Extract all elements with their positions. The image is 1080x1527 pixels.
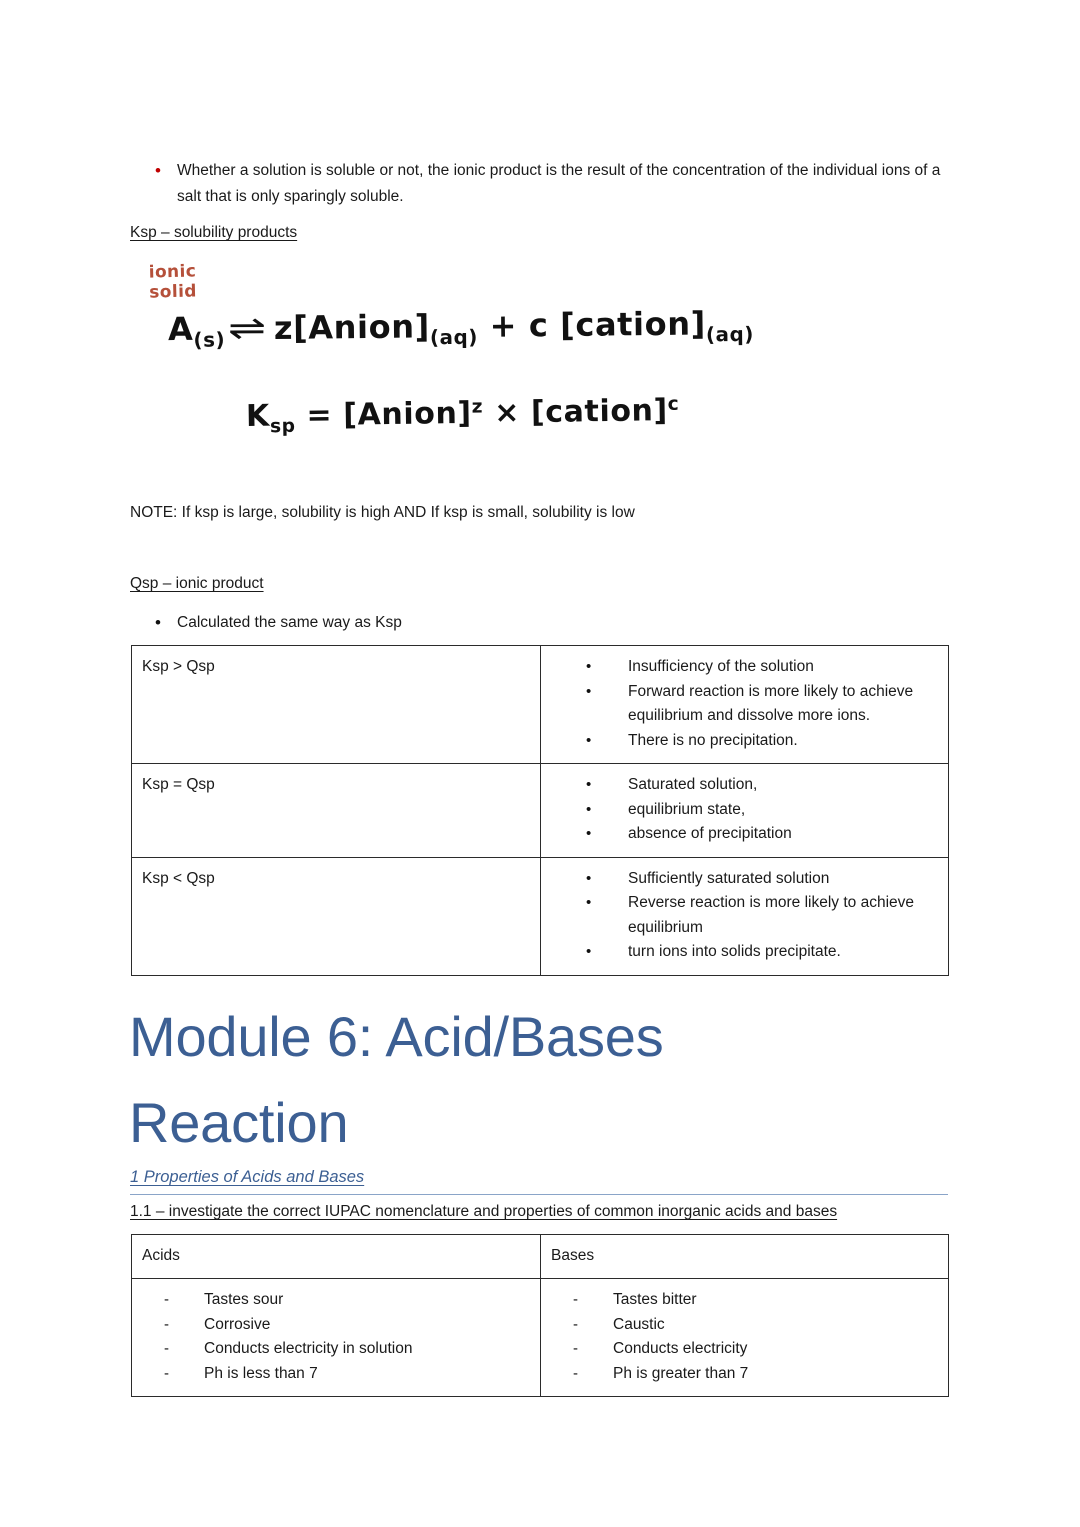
list-item-text: Forward reaction is more likely to achieve equilibrium and dissolve more ions. (628, 682, 914, 724)
table-cell-outcomes (541, 646, 949, 764)
table-cell-acids-properties (132, 1279, 541, 1397)
eq-coef-anion: z (273, 308, 294, 347)
table-row (132, 646, 949, 764)
bullet-dot-icon: • (586, 825, 592, 842)
list-item (541, 680, 938, 729)
list-item-text: Conducts electricity (613, 1340, 748, 1357)
table-cell-condition (132, 857, 541, 975)
list-item-text: There is no precipitation. (628, 731, 798, 749)
column-header-acids: Acids (142, 1247, 180, 1264)
list-item-text: Conducts electricity in solution (204, 1340, 413, 1357)
ksp-heading: Ksp – solubility products (130, 224, 298, 241)
intro-bullet-item (155, 158, 950, 210)
list-item (541, 1313, 938, 1338)
handwritten-ionic-solid-label: ionic solid (148, 261, 198, 303)
condition-label: Ksp > Qsp (142, 658, 215, 675)
subsection-heading: 1.1 – investigate the correct IUPAC nomenclature and properties of common inorganic acids and bases (130, 1203, 838, 1220)
eq-cation-bracket: [cation] (559, 304, 707, 344)
bullet-dot-icon: • (586, 731, 592, 749)
ksp-cation-bracket: [cation] (530, 393, 669, 431)
ksp-times: × (493, 395, 521, 431)
outcome-list (541, 858, 948, 975)
list-item (541, 729, 938, 754)
section-divider (130, 1194, 948, 1195)
list-item (541, 1288, 938, 1313)
list-item-text: Ph is greater than 7 (613, 1364, 749, 1382)
acids-bases-table (131, 1234, 949, 1397)
table-cell-outcomes (541, 764, 949, 858)
list-item-text: Saturated solution, (628, 776, 758, 793)
list-item-text: equilibrium state, (628, 800, 746, 818)
column-header-bases: Bases (551, 1247, 595, 1264)
eq-anion-state: (aq) (429, 325, 479, 350)
ksp-equals: = (306, 397, 333, 434)
section-heading: 1 Properties of Acids and Bases (130, 1168, 365, 1186)
acids-property-list (132, 1279, 540, 1396)
intro-bullet-text: Whether a solution is soluble or not, the ionic product is the result of the concentration of the individual ions of a salt that is only sparingly soluble. (177, 162, 941, 205)
list-item-text: Tastes sour (204, 1291, 284, 1308)
table-cell-bases-properties (541, 1279, 949, 1397)
dash-marker-icon: - (164, 1291, 169, 1308)
table-header-row (132, 1235, 949, 1279)
dash-marker-icon: - (573, 1340, 578, 1357)
table-cell-condition (132, 646, 541, 764)
ksp-cation-exponent: c (667, 393, 680, 415)
list-item-text: turn ions into solids precipitate. (628, 943, 841, 960)
dash-marker-icon: - (164, 1364, 169, 1382)
handwritten-dissolution-equation (168, 303, 754, 352)
ksp-symbol-subscript: sp (269, 415, 296, 438)
table-cell-acids-header (132, 1235, 541, 1279)
list-item (541, 822, 938, 847)
eq-anion-bracket: [Anion] (292, 307, 431, 347)
ksp-qsp-comparison-table (131, 645, 949, 976)
ksp-symbol: K (245, 398, 271, 435)
bullet-dot-icon: • (155, 613, 161, 632)
handwritten-ksp-expression (246, 393, 680, 438)
list-item (541, 891, 938, 940)
qsp-heading: Qsp – ionic product (130, 575, 264, 592)
table-row (132, 1279, 949, 1397)
list-item-text: Tastes bitter (613, 1291, 697, 1308)
bullet-dot-icon: • (586, 776, 592, 793)
list-item-text: Sufficiently saturated solution (628, 869, 830, 887)
equilibrium-arrow-icon: ⇌ (228, 308, 267, 348)
bullet-dot-icon: • (155, 161, 161, 180)
list-item-text: Corrosive (204, 1315, 271, 1333)
list-item (541, 655, 938, 680)
list-item (541, 798, 938, 823)
list-item-text: Ph is less than 7 (204, 1364, 318, 1382)
bases-property-list (541, 1279, 948, 1396)
condition-label: Ksp = Qsp (142, 776, 215, 793)
list-item-text: absence of precipitation (628, 825, 792, 842)
table-cell-bases-header (541, 1235, 949, 1279)
list-item-text: Reverse reaction is more likely to achieve equilibrium (628, 894, 915, 936)
dash-marker-icon: - (573, 1315, 578, 1333)
ksp-anion-bracket: [Anion] (343, 395, 472, 433)
eq-plus: + (489, 306, 518, 345)
outcome-list (541, 764, 948, 857)
dash-marker-icon: - (164, 1315, 169, 1333)
list-item (132, 1362, 530, 1387)
eq-reactant-state: (s) (193, 328, 226, 352)
ksp-anion-exponent: z (471, 396, 484, 418)
bullet-dot-icon: • (586, 894, 592, 911)
table-row (132, 764, 949, 858)
eq-cation-state: (aq) (705, 322, 755, 347)
list-item (132, 1313, 530, 1338)
qsp-bullet-item (155, 610, 855, 636)
outcome-list (541, 646, 948, 763)
table-cell-outcomes (541, 857, 949, 975)
bullet-dot-icon: • (586, 658, 592, 675)
bullet-dot-icon: • (586, 682, 592, 700)
qsp-bullet-text: Calculated the same way as Ksp (177, 614, 402, 631)
dash-marker-icon: - (573, 1364, 578, 1382)
list-item-text: Caustic (613, 1315, 665, 1333)
eq-reactant: A (167, 309, 194, 349)
list-item (132, 1337, 530, 1362)
list-item (541, 940, 938, 965)
dash-marker-icon: - (164, 1340, 169, 1357)
bullet-dot-icon: • (586, 943, 592, 960)
list-item (541, 867, 938, 892)
bullet-dot-icon: • (586, 800, 592, 818)
ksp-note-text: NOTE: If ksp is large, solubility is high AND If ksp is small, solubility is low (130, 504, 635, 521)
eq-coef-cation: c (528, 306, 549, 345)
table-row (132, 857, 949, 975)
page-title: Module 6: Acid/Bases Reaction (129, 1004, 664, 1154)
list-item-text: Insufficiency of the solution (628, 658, 814, 675)
condition-label: Ksp < Qsp (142, 869, 215, 887)
bullet-dot-icon: • (586, 869, 592, 887)
list-item (541, 1337, 938, 1362)
dash-marker-icon: - (573, 1291, 578, 1308)
table-cell-condition (132, 764, 541, 858)
list-item (132, 1288, 530, 1313)
list-item (541, 773, 938, 798)
list-item (541, 1362, 938, 1387)
